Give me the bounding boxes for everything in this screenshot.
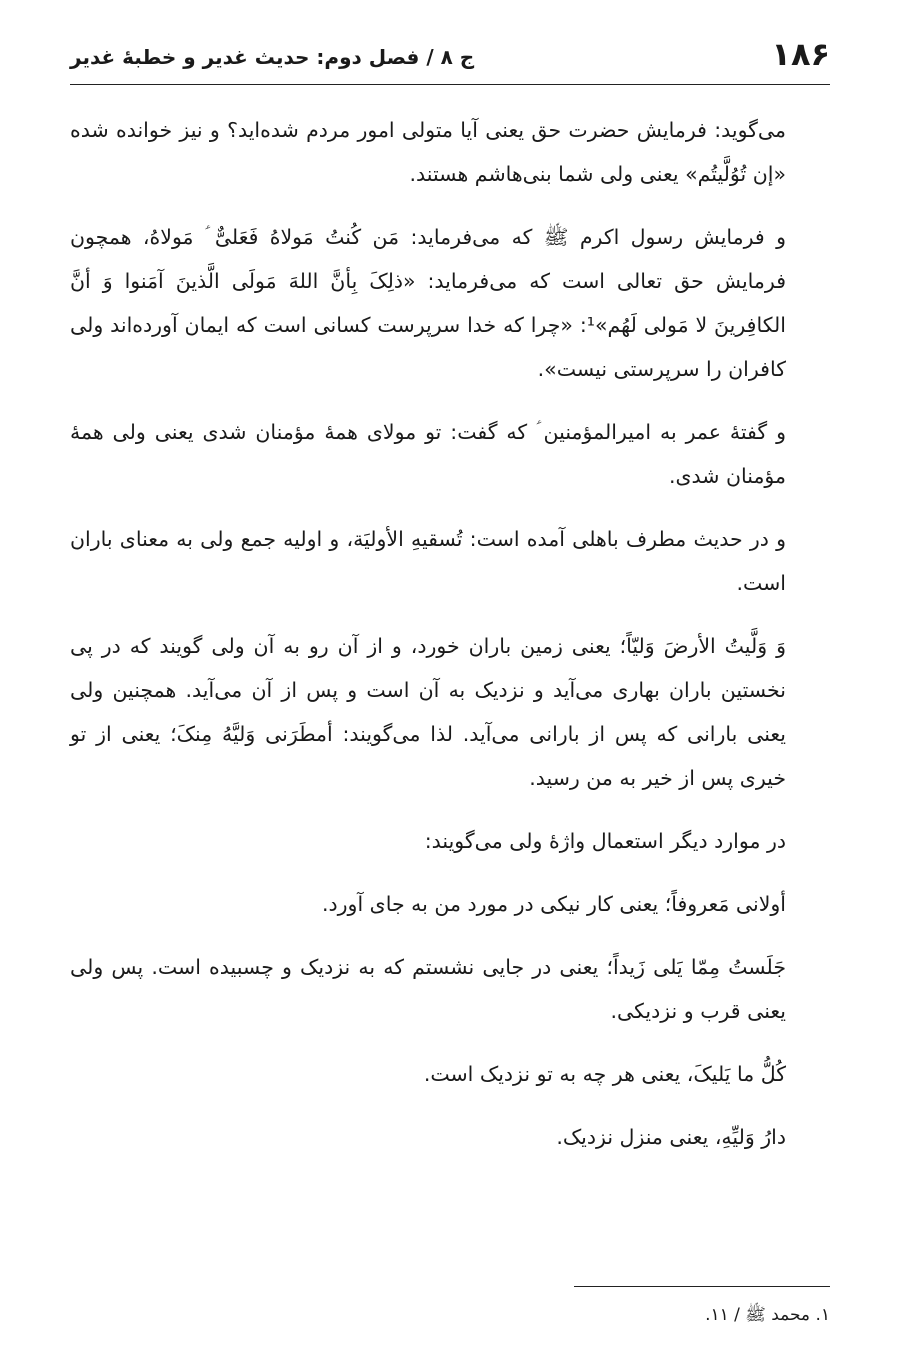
paragraph: کُلُّ ما یَلیکَ، یعنی هر چه به تو نزدیک است. (423, 1062, 786, 1086)
main-text (70, 108, 830, 1178)
header-divider (70, 84, 830, 85)
page-number: ۱۸۶ (771, 35, 830, 73)
paragraph: و فرمایش رسول اکرم ﷺ که می‌فرماید: مَن کُنتُ مَولاهُ فَعَلیٌّ ؑ مَولاهُ، همچون فرمایش حق تعالی است که می‌فرماید: «ذلِکَ بِأنَّ اللهَ مَولَی الَّذینَ آمَنوا وَ أنَّ الکافِرینَ لا مَولی لَهُم»¹: «چرا که خدا سرپرست کسانی است که ایمان آورده‌اند ولی کافران را سرپرستی نیست». (70, 225, 786, 381)
running-title: ج ۸ / فصل دوم: حدیث غدیر و خطبهٔ غدیر (70, 45, 475, 69)
paragraph: می‌گوید: فرمایش حضرت حق یعنی آیا متولی امور مردم شده‌اید؟ و نیز خوانده شده «إن تُوُلَّیتُم» یعنی ولی شما بنی‌هاشم هستند. (70, 118, 786, 186)
paragraph: در موارد دیگر استعمال واژهٔ ولی می‌گویند: (424, 829, 786, 853)
paragraph: دارُ وَلیِّهِ، یعنی منزل نزدیک. (556, 1125, 786, 1149)
paragraph: جَلَستُ مِمّا یَلی زَیداً؛ یعنی در جایی نشستم که به نزدیک و چسبیده است. پس ولی یعنی قرب و نزدیکی. (70, 955, 786, 1023)
footnote: ۱. محمد ﷺ / ۱۱. (705, 1305, 830, 1325)
paragraph: و در حدیث مطرف باهلی آمده است: تُسقیهِ الأولیَة، و اولیه جمع ولی به معنای باران است. (70, 527, 786, 595)
footnote-divider (574, 1286, 830, 1287)
paragraph: أولانی مَعروفاً؛ یعنی کار نیکی در مورد من به جای آورد. (322, 892, 786, 916)
paragraph: وَ وَلَّیتُ الأرضَ وَلیّاً؛ یعنی زمین باران خورد، و از آن رو به آن ولی گویند که در پی نخستین باران بهاری می‌آید و نزدیک به آن است و پس از آن می‌آید. همچنین ولی یعنی بارانی که پس از بارانی می‌آید. لذا می‌گویند: أمطَرَنی وَلیَّهُ مِنکَ؛ یعنی از تو خیری پس از خیر به من رسید. (70, 634, 786, 790)
paragraph: و گفتهٔ عمر به امیرالمؤمنین ؑ که گفت: تو مولای همهٔ مؤمنان شدی یعنی ولی همهٔ مؤمنان شدی. (70, 420, 786, 488)
page-header (70, 30, 830, 82)
